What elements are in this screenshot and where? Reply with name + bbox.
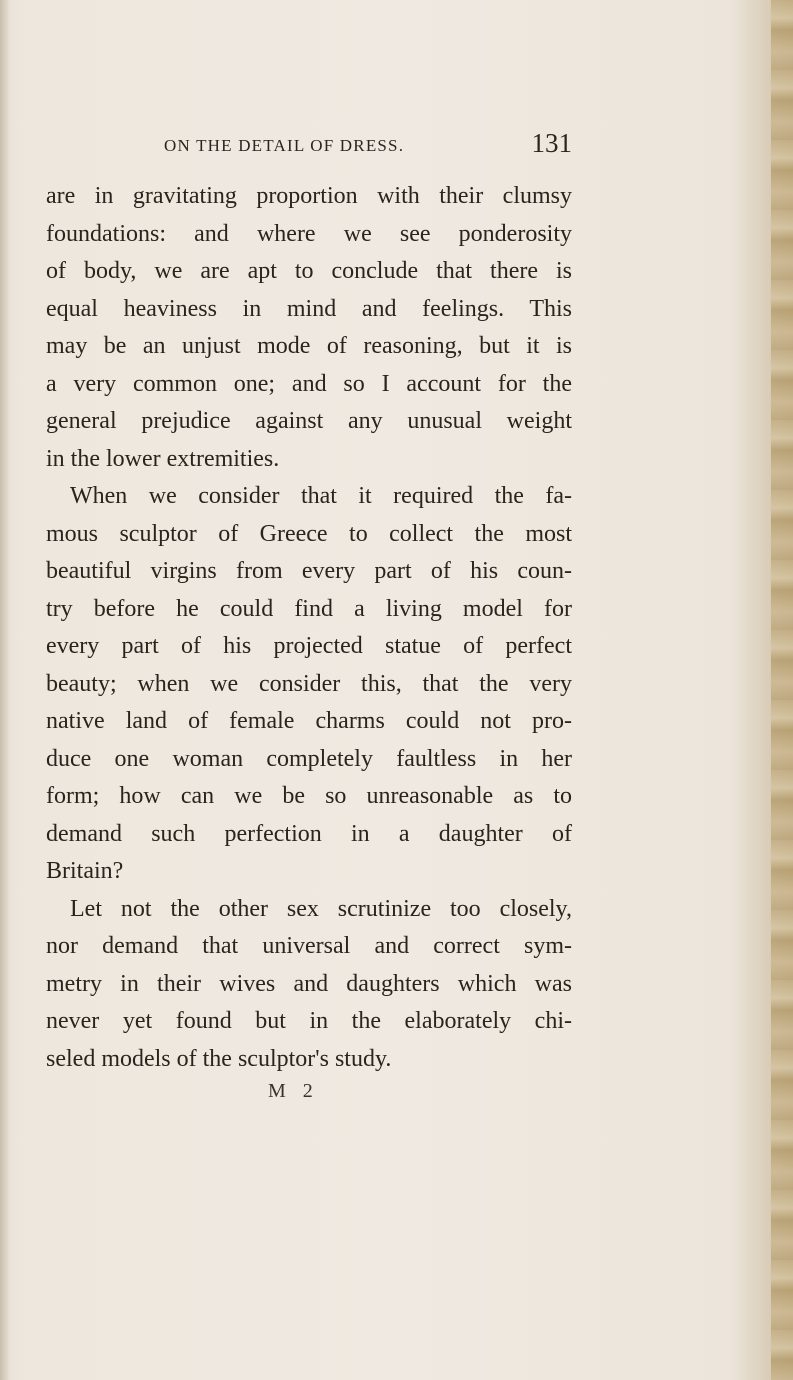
text-line: general prejudice against any unusual weight — [46, 408, 572, 434]
text-line: try before he could find a living model for — [46, 595, 572, 622]
text-line: When we consider that it required the fa- — [70, 483, 572, 509]
text-line: nor demand that universal and correct sym- — [46, 933, 572, 959]
paragraph-3 — [46, 891, 572, 1079]
text-line: of body, we are apt to conclude that there is — [46, 258, 572, 284]
text-line: are in gravitating proportion with their clumsy — [46, 183, 572, 209]
text-line: metry in their wives and daughters which was — [46, 970, 572, 997]
signature-mark: M 2 — [268, 1080, 319, 1102]
text-line: may be an unjust mode of reasoning, but it is — [46, 333, 572, 359]
paragraph-2 — [46, 478, 572, 891]
page-fore-edge — [771, 0, 793, 1380]
text-line: mous sculptor of Greece to collect the most — [46, 520, 572, 547]
text-line: equal heaviness in mind and feelings. This — [46, 295, 572, 322]
page-header — [46, 128, 572, 168]
text-line: a very common one; and so I account for the — [46, 370, 572, 397]
text-line: seled models of the sculptor's study. — [46, 1045, 392, 1072]
text-line: beauty; when we consider this, that the very — [46, 670, 572, 697]
text-line: every part of his projected statue of perfect — [46, 633, 572, 659]
text-line: foundations: and where we see ponderosity — [46, 220, 572, 247]
text-line: native land of female charms could not pro- — [46, 708, 572, 734]
text-line: Britain? — [46, 858, 124, 884]
running-title: ON THE DETAIL OF DRESS. — [164, 136, 405, 155]
text-line: never yet found but in the elaborately chi- — [46, 1008, 572, 1034]
page-number: 131 — [531, 128, 572, 158]
text-line: in the lower extremities. — [46, 445, 280, 472]
page-left-edge — [0, 0, 10, 1380]
text-line: form; how can we be so unreasonable as to — [46, 783, 572, 809]
text-line: demand such perfection in a daughter of — [46, 820, 572, 847]
text-line: duce one woman completely faultless in her — [46, 745, 572, 772]
text-line: Let not the other sex scrutinize too closely, — [70, 895, 572, 922]
page-body — [46, 178, 572, 1078]
text-line: beautiful virgins from every part of his coun- — [46, 558, 572, 584]
paragraph-1 — [46, 178, 572, 478]
